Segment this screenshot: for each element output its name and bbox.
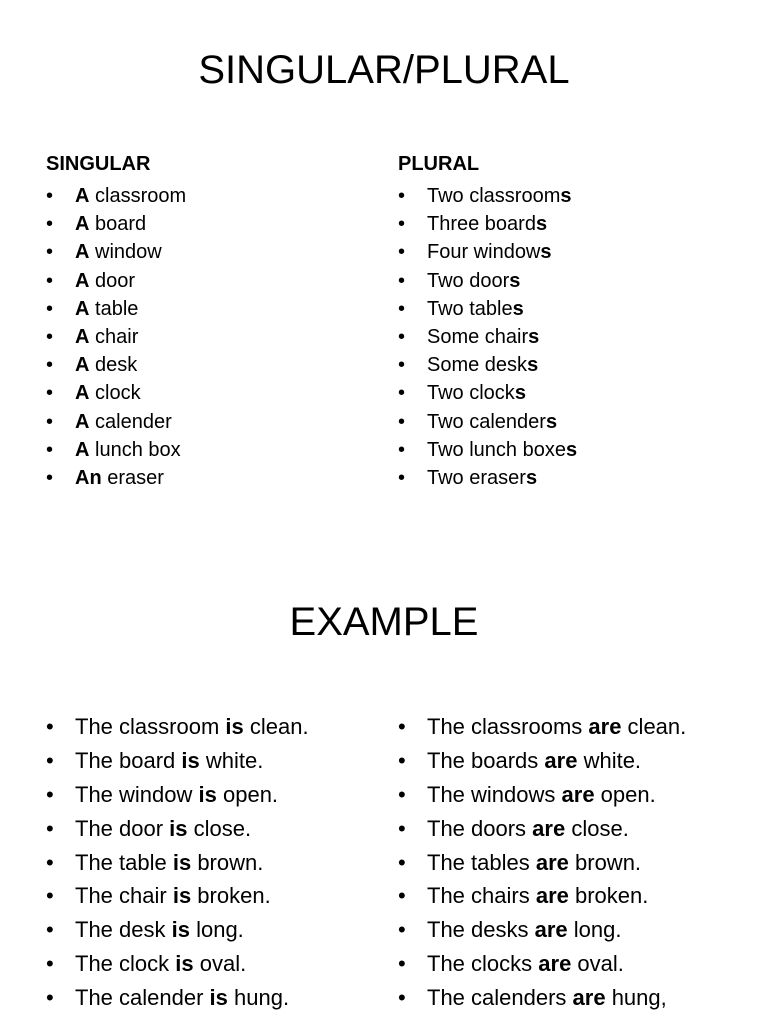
sentence-subject: The tables xyxy=(427,849,536,875)
noun-stem: Two clock xyxy=(427,382,515,405)
bullet-glyph: • xyxy=(46,985,54,1011)
noun: door xyxy=(89,269,136,292)
sentence-verb: is xyxy=(171,917,190,943)
article: A xyxy=(75,297,90,320)
list-item xyxy=(46,238,186,266)
sentence-predicate: hung, xyxy=(605,985,667,1011)
sentence-predicate: white. xyxy=(199,747,264,773)
sentence-predicate: open. xyxy=(594,781,656,807)
sentence-predicate: white. xyxy=(577,747,642,773)
bullet-glyph: • xyxy=(398,269,406,292)
bullet-glyph: • xyxy=(46,325,54,348)
sentence-subject: The classrooms xyxy=(427,714,589,739)
sentence-verb: are xyxy=(544,747,578,773)
sentence-verb: is xyxy=(175,951,194,977)
singular-heading: SINGULAR xyxy=(46,153,151,175)
sentence-predicate: long. xyxy=(567,917,622,943)
singular-column xyxy=(46,150,186,492)
sentence-subject: The calender xyxy=(75,985,210,1011)
plural-examples-list xyxy=(398,710,686,1015)
list-item xyxy=(46,351,186,379)
plural-suffix: s xyxy=(560,185,572,207)
bullet-glyph: • xyxy=(46,849,54,875)
sentence-predicate: brown. xyxy=(191,849,264,875)
list-item xyxy=(398,464,577,492)
list-item xyxy=(398,846,686,880)
list-item xyxy=(398,913,686,947)
article: A xyxy=(75,241,90,264)
list-item xyxy=(398,812,686,846)
sentence-predicate: clean. xyxy=(621,714,687,739)
bullet-glyph: • xyxy=(46,185,54,207)
noun: eraser xyxy=(101,466,164,489)
sentence-subject: The desk xyxy=(75,917,172,943)
bullet-glyph: • xyxy=(398,325,406,348)
noun: calender xyxy=(89,410,172,433)
bullet-glyph: • xyxy=(398,781,406,807)
noun: chair xyxy=(89,325,139,348)
sentence-verb: are xyxy=(535,883,569,909)
plural-list xyxy=(398,182,577,492)
bullet-glyph: • xyxy=(46,466,54,489)
list-item xyxy=(398,295,577,323)
plural-suffix: s xyxy=(540,241,552,264)
bullet-glyph: • xyxy=(398,297,406,320)
plural-suffix: s xyxy=(545,410,558,433)
bullet-glyph: • xyxy=(398,951,406,977)
sentence-verb: are xyxy=(532,815,566,841)
sentence-verb: are xyxy=(561,781,595,807)
plural-suffix: s xyxy=(528,325,540,348)
list-item xyxy=(398,710,686,744)
bullet-glyph: • xyxy=(398,747,406,773)
sentence-verb: is xyxy=(225,714,244,739)
article: A xyxy=(75,269,90,292)
article: A xyxy=(75,213,90,236)
sentence-subject: The door xyxy=(75,815,170,841)
list-item xyxy=(398,408,577,436)
sentence-predicate: long. xyxy=(189,917,244,943)
bullet-glyph: • xyxy=(46,714,54,739)
sentence-subject: The desks xyxy=(427,917,535,943)
list-item xyxy=(46,913,309,947)
bullet-glyph: • xyxy=(46,241,54,264)
page-title: SINGULAR/PLURAL xyxy=(198,48,570,92)
noun-stem: Two lunch boxe xyxy=(427,438,566,461)
article: An xyxy=(75,466,102,489)
sentence-verb: is xyxy=(181,747,200,773)
article: A xyxy=(75,410,90,433)
bullet-glyph: • xyxy=(398,917,406,943)
bullet-glyph: • xyxy=(398,815,406,841)
noun-stem: Three board xyxy=(427,213,536,236)
sentence-verb: are xyxy=(588,714,622,739)
sentence-subject: The classroom xyxy=(75,714,226,739)
list-item xyxy=(46,408,186,436)
noun-stem: Two eraser xyxy=(427,466,526,489)
sentence-verb: is xyxy=(169,815,188,841)
list-item xyxy=(398,947,686,981)
sentence-subject: The doors xyxy=(427,815,533,841)
bullet-glyph: • xyxy=(46,951,54,977)
bullet-glyph: • xyxy=(398,410,406,433)
sentence-subject: The chair xyxy=(75,883,173,909)
bullet-glyph: • xyxy=(398,213,406,236)
list-item xyxy=(46,379,186,407)
sentence-verb: are xyxy=(535,849,569,875)
bullet-glyph: • xyxy=(46,883,54,909)
sentence-subject: The calenders xyxy=(427,985,573,1011)
bullet-glyph: • xyxy=(398,466,406,489)
list-item xyxy=(46,778,309,812)
list-item xyxy=(398,744,686,778)
article: A xyxy=(75,185,90,207)
bullet-glyph: • xyxy=(46,269,54,292)
article: A xyxy=(75,438,90,461)
bullet-glyph: • xyxy=(398,382,406,405)
sentence-predicate: brown. xyxy=(568,849,642,875)
list-item xyxy=(46,981,309,1015)
list-item xyxy=(46,879,309,913)
list-item xyxy=(46,744,309,778)
bullet-glyph: • xyxy=(46,815,54,841)
list-item xyxy=(398,267,577,295)
bullet-glyph: • xyxy=(46,747,54,773)
list-item xyxy=(398,436,577,464)
sentence-verb: are xyxy=(572,985,606,1011)
sentence-predicate: oval. xyxy=(571,951,624,977)
noun: clock xyxy=(89,382,141,405)
bullet-glyph: • xyxy=(46,213,54,236)
list-item xyxy=(46,267,186,295)
sentence-verb: is xyxy=(209,985,228,1011)
sentence-predicate: open. xyxy=(216,781,279,807)
bullet-glyph: • xyxy=(398,185,406,207)
sentence-subject: The table xyxy=(75,849,173,875)
sentence-verb: are xyxy=(538,951,572,977)
list-item xyxy=(46,436,186,464)
noun-stem: Two table xyxy=(427,297,513,320)
plural-suffix: s xyxy=(509,269,521,292)
plural-suffix: s xyxy=(535,213,548,236)
noun-stem: Some desk xyxy=(427,354,528,377)
noun: table xyxy=(89,297,139,320)
sentence-predicate: clean. xyxy=(243,714,309,739)
noun: lunch box xyxy=(89,438,181,461)
list-item xyxy=(398,879,686,913)
noun-stem: Two door xyxy=(427,269,510,292)
sentence-predicate: broken. xyxy=(568,883,649,909)
bullet-glyph: • xyxy=(398,438,406,461)
list-item xyxy=(46,812,309,846)
plural-suffix: s xyxy=(565,438,578,461)
list-item xyxy=(398,379,577,407)
sentence-subject: The boards xyxy=(427,747,545,773)
list-item xyxy=(46,323,186,351)
sentence-predicate: oval. xyxy=(193,951,247,977)
plural-column xyxy=(398,150,577,492)
sentence-subject: The clock xyxy=(75,951,176,977)
bullet-glyph: • xyxy=(46,410,54,433)
sentence-subject: The clocks xyxy=(427,951,539,977)
sentence-subject: The windows xyxy=(427,781,562,807)
sentence-predicate: hung. xyxy=(227,985,290,1011)
noun-stem: Some chair xyxy=(427,325,529,348)
plural-suffix: s xyxy=(512,297,524,320)
singular-list xyxy=(46,182,186,492)
list-item xyxy=(46,182,186,210)
singular-examples-list xyxy=(46,710,309,1015)
bullet-glyph: • xyxy=(398,849,406,875)
sentence-subject: The chairs xyxy=(427,883,536,909)
noun-stem: Two calender xyxy=(427,410,546,433)
plural-suffix: s xyxy=(527,354,539,377)
sentence-subject: The window xyxy=(75,781,199,807)
list-item xyxy=(46,947,309,981)
example-title: EXAMPLE xyxy=(289,600,479,644)
noun: classroom xyxy=(89,185,187,207)
bullet-glyph: • xyxy=(398,985,406,1011)
list-item xyxy=(398,351,577,379)
bullet-glyph: • xyxy=(46,438,54,461)
list-item xyxy=(46,464,186,492)
sentence-predicate: close. xyxy=(565,815,629,841)
sentence-subject: The board xyxy=(75,747,182,773)
noun: window xyxy=(89,241,162,264)
list-item xyxy=(398,778,686,812)
noun: desk xyxy=(89,354,138,377)
list-item xyxy=(398,210,577,238)
plural-suffix: s xyxy=(525,466,538,489)
sentence-verb: is xyxy=(172,883,192,909)
sentence-verb: are xyxy=(534,917,568,943)
noun-stem: Four window xyxy=(427,241,541,264)
sentence-verb: is xyxy=(172,849,192,875)
plural-heading: PLURAL xyxy=(398,153,480,175)
plural-suffix: s xyxy=(514,382,526,405)
list-item xyxy=(398,182,577,210)
bullet-glyph: • xyxy=(46,297,54,320)
list-item xyxy=(46,210,186,238)
bullet-glyph: • xyxy=(46,382,54,405)
bullet-glyph: • xyxy=(398,241,406,264)
bullet-glyph: • xyxy=(398,714,406,739)
sentence-verb: is xyxy=(198,781,217,807)
article: A xyxy=(75,382,90,405)
list-item xyxy=(46,710,309,744)
bullet-glyph: • xyxy=(398,354,406,377)
list-item xyxy=(46,846,309,880)
article: A xyxy=(75,325,90,348)
list-item xyxy=(398,981,686,1015)
noun: board xyxy=(89,213,147,236)
article: A xyxy=(75,354,90,377)
bullet-glyph: • xyxy=(46,917,54,943)
list-item xyxy=(398,323,577,351)
list-item xyxy=(46,295,186,323)
sentence-predicate: close. xyxy=(187,815,252,841)
bullet-glyph: • xyxy=(398,883,406,909)
noun-stem: Two classroom xyxy=(427,185,561,207)
bullet-glyph: • xyxy=(46,354,54,377)
bullet-glyph: • xyxy=(46,781,54,807)
list-item xyxy=(398,238,577,266)
sentence-predicate: broken. xyxy=(191,883,271,909)
